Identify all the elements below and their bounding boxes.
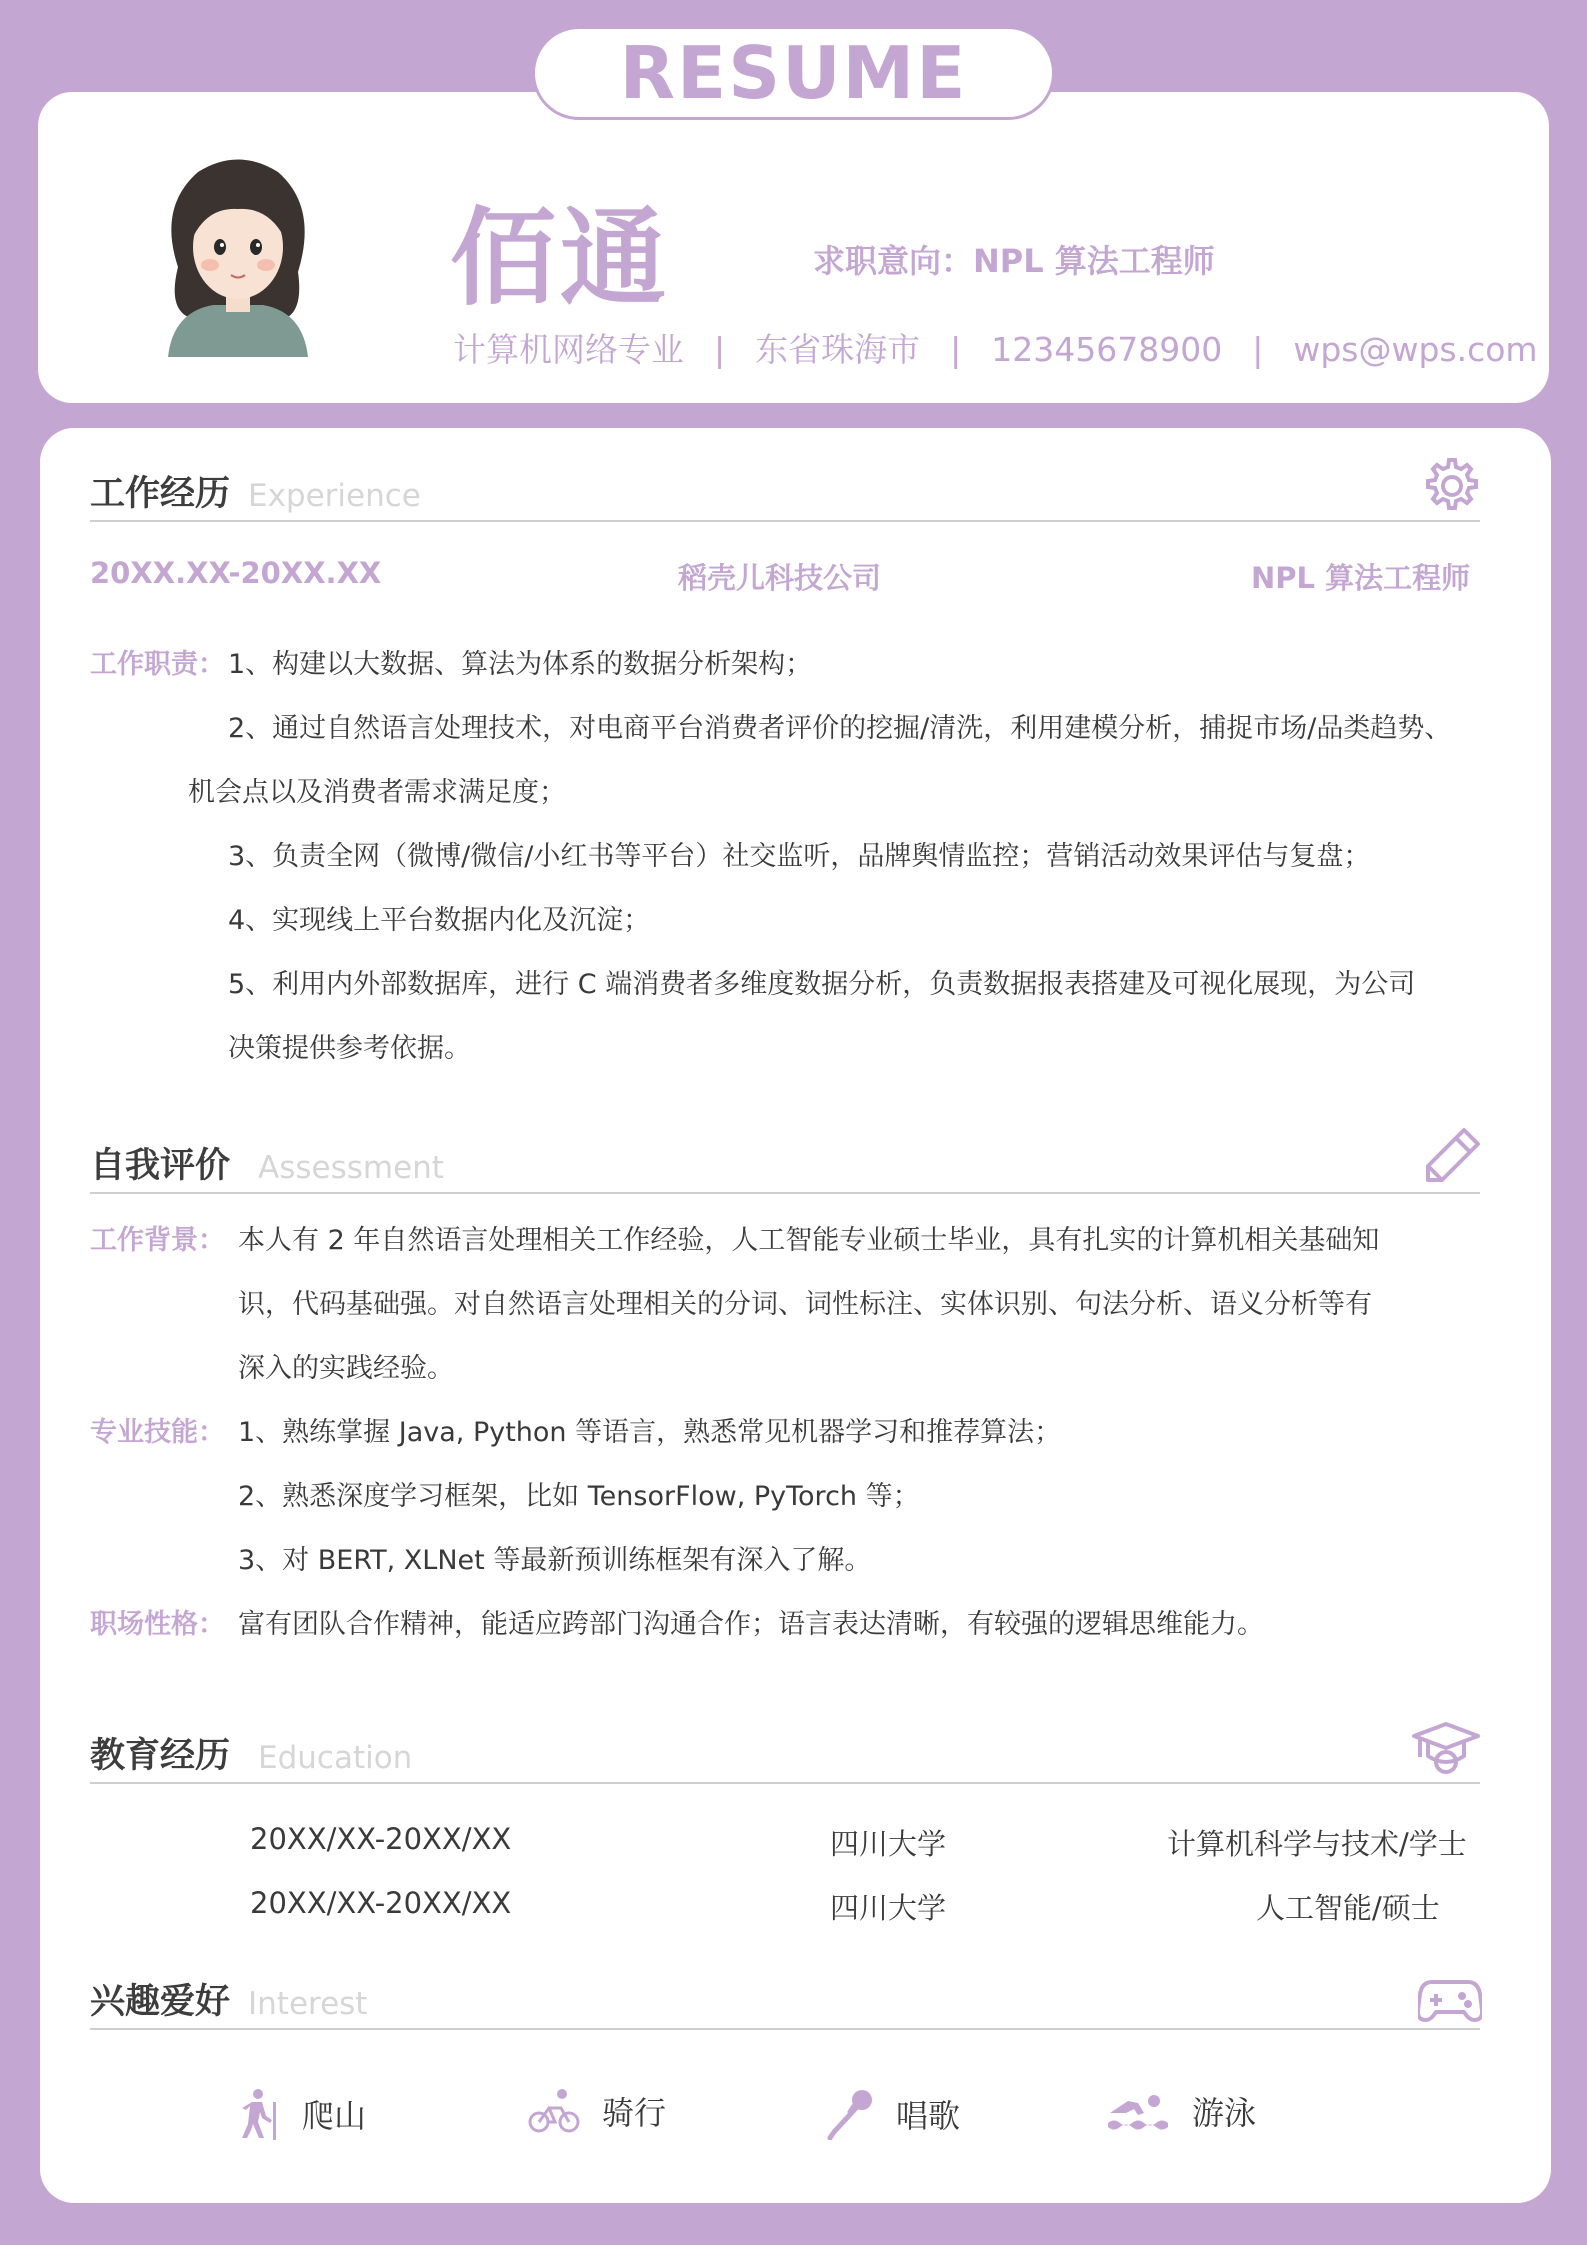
microphone-icon <box>826 2088 874 2140</box>
job-intent: 求职意向：NPL 算法工程师 <box>813 242 1215 280</box>
duty-line: 1、构建以大数据、算法为体系的数据分析架构； <box>228 649 813 680</box>
section-title: 自我评价 <box>90 1146 231 1186</box>
header-card <box>38 92 1549 403</box>
skills-line: 1、熟练掌握 Java, Python 等语言，熟悉常见机器学习和推荐算法； <box>238 1417 1062 1448</box>
location: 东省珠海市 <box>755 330 921 369</box>
edu-school: 四川大学 <box>830 1891 947 1925</box>
duty-line: 决策提供参考依据。 <box>228 1033 471 1064</box>
hobby-label: 爬山 <box>302 2097 367 2135</box>
edu-school: 四川大学 <box>830 1827 947 1861</box>
hobby-label: 游泳 <box>1192 2094 1257 2132</box>
background-line: 识，代码基础强。对自然语言处理相关的分词、词性标注、实体识别、句法分析、语义分析等有 <box>238 1289 1372 1320</box>
gamepad-icon <box>1418 1974 1482 2024</box>
duty-label: 工作职责： <box>90 649 225 680</box>
section-subtitle: Education <box>258 1740 413 1776</box>
candidate-name: 佰通 <box>450 197 670 320</box>
separator: | <box>714 330 726 369</box>
skills-line: 2、熟悉深度学习框架，比如 TensorFlow, PyTorch 等； <box>238 1481 920 1512</box>
experience-header <box>90 468 1480 522</box>
gear-icon <box>1422 456 1482 516</box>
experience-company: 稻壳儿科技公司 <box>678 561 882 595</box>
personality-text: 富有团队合作精神，能适应跨部门沟通合作；语言表达清晰，有较强的逻辑思维能力。 <box>238 1609 1264 1640</box>
personality-label: 职场性格： <box>90 1609 225 1640</box>
section-subtitle: Experience <box>248 478 421 514</box>
hobby-label: 唱歌 <box>896 2097 961 2135</box>
resume-title: RESUME <box>532 26 1055 120</box>
interest-header <box>90 1976 1480 2030</box>
edu-major: 计算机科学与技术/学士 <box>1167 1827 1467 1861</box>
hobby-label: 骑行 <box>602 2094 667 2132</box>
section-title: 教育经历 <box>90 1736 231 1776</box>
duty-line: 机会点以及消费者需求满足度； <box>188 777 566 808</box>
section-subtitle: Interest <box>248 1986 368 2022</box>
edu-period: 20XX/XX-20XX/XX <box>250 1822 512 1856</box>
duty-line: 2、通过自然语言处理技术，对电商平台消费者评价的挖掘/清洗，利用建模分析，捕捉市场/品类趋势、 <box>228 713 1452 744</box>
major: 计算机网络专业 <box>453 330 684 369</box>
hobby-item <box>528 2088 666 2134</box>
skills-line: 3、对 BERT, XLNet 等最新预训练框架有深入了解。 <box>238 1545 872 1576</box>
section-title: 兴趣爱好 <box>90 1982 231 2022</box>
phone[interactable]: 12345678900 <box>991 330 1223 369</box>
section-title: 工作经历 <box>90 474 231 514</box>
separator: | <box>1252 330 1264 369</box>
duty-line: 5、利用内外部数据库，进行 C 端消费者多维度数据分析，负责数据报表搭建及可视化展现，为公司 <box>228 969 1416 1000</box>
hobby-item <box>1106 2088 1256 2134</box>
background-line: 深入的实践经验。 <box>238 1353 454 1384</box>
avatar <box>138 147 338 357</box>
education-header <box>90 1730 1480 1784</box>
section-subtitle: Assessment <box>258 1150 444 1186</box>
swimming-icon <box>1106 2091 1170 2131</box>
pencil-icon <box>1420 1126 1482 1188</box>
cycling-icon <box>528 2088 580 2134</box>
separator: | <box>950 330 962 369</box>
hobby-item <box>240 2088 366 2140</box>
skills-label: 专业技能： <box>90 1417 225 1448</box>
edu-major: 人工智能/硕士 <box>1256 1891 1440 1925</box>
edu-period: 20XX/XX-20XX/XX <box>250 1886 512 1920</box>
contact-line <box>453 324 1538 371</box>
main-card <box>40 428 1551 2203</box>
graduation-cap-icon <box>1410 1718 1482 1778</box>
assessment-header <box>90 1140 1480 1194</box>
background-line: 本人有 2 年自然语言处理相关工作经验，人工智能专业硕士毕业，具有扎实的计算机相关基础知 <box>238 1225 1380 1256</box>
duty-line: 3、负责全网（微博/微信/小红书等平台）社交监听，品牌舆情监控；营销活动效果评估与复盘； <box>228 841 1371 872</box>
experience-position: NPL 算法工程师 <box>1251 561 1471 595</box>
duty-line: 4、实现线上平台数据内化及沉淀； <box>228 905 651 936</box>
hobby-item <box>826 2088 960 2140</box>
experience-period: 20XX.XX-20XX.XX <box>90 556 382 590</box>
background-label: 工作背景： <box>90 1225 225 1256</box>
email[interactable]: wps@wps.com <box>1293 330 1538 369</box>
hiking-icon <box>240 2088 280 2140</box>
